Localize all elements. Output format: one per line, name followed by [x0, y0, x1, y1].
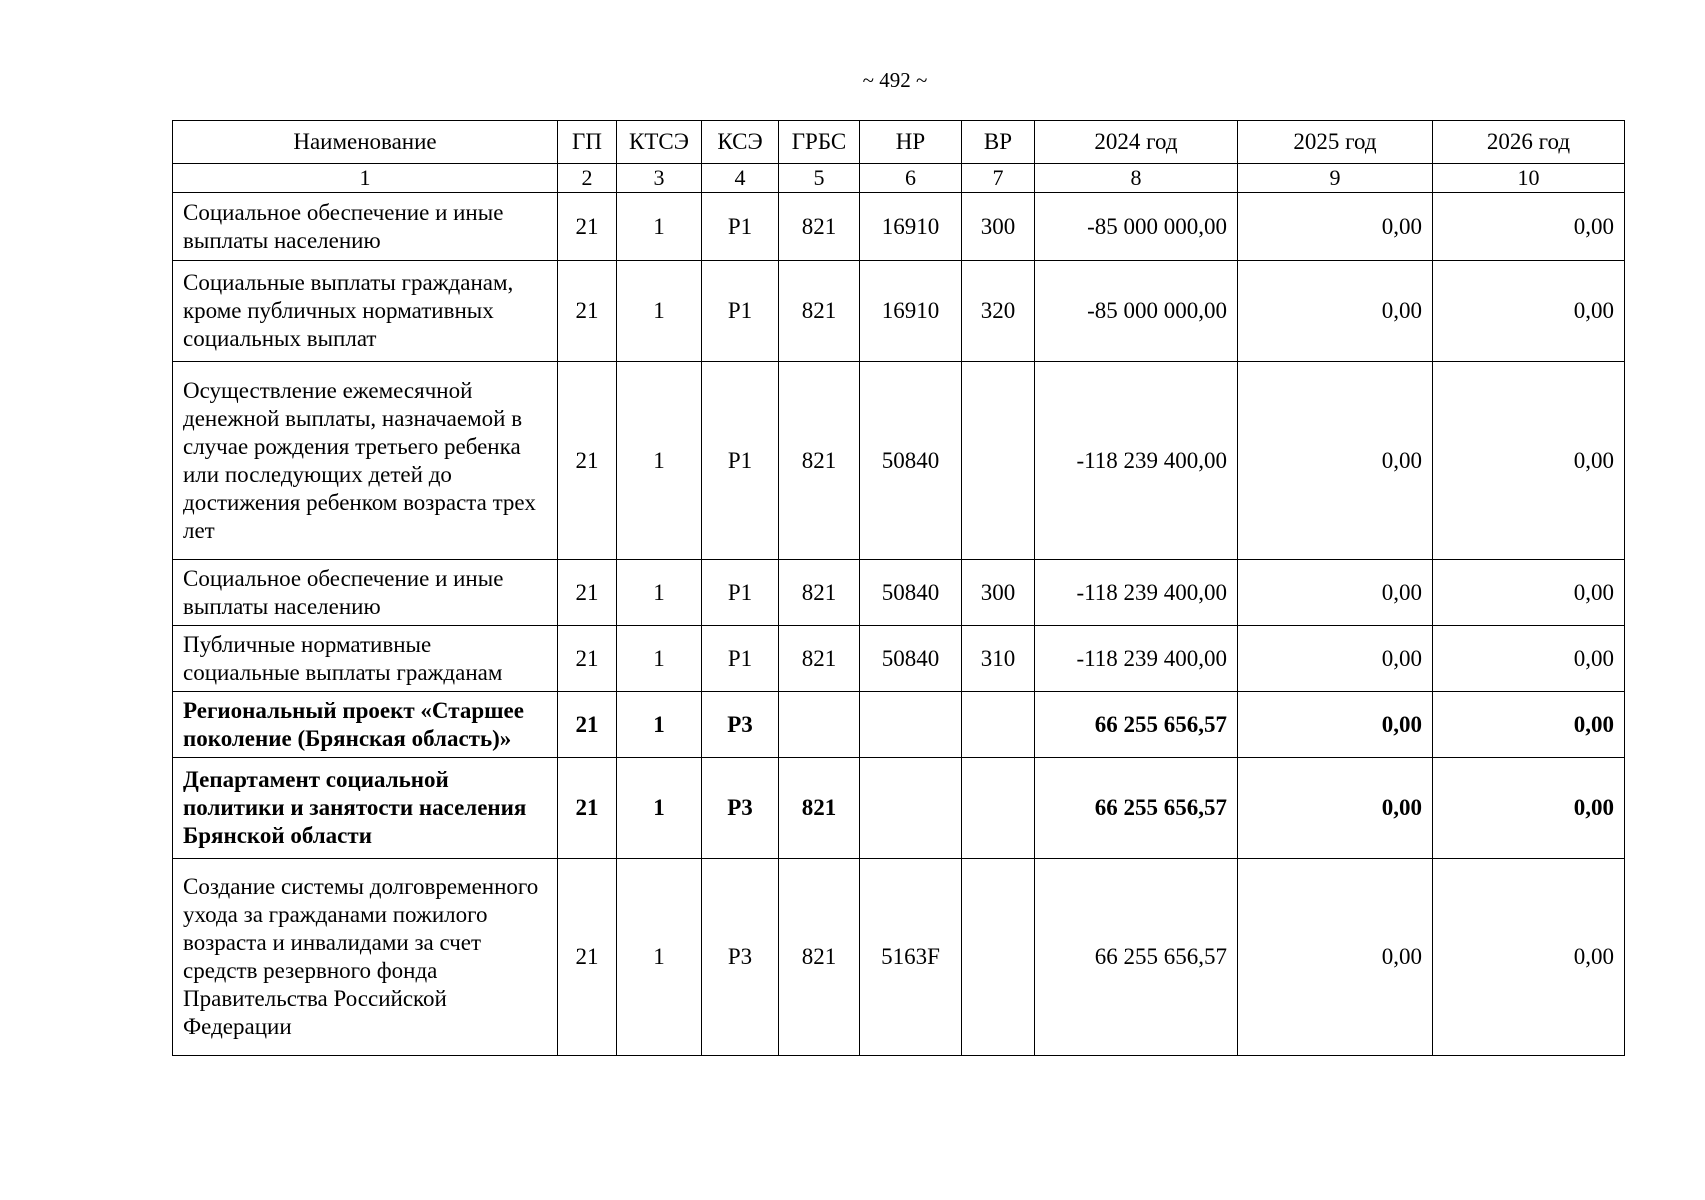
cell-2026: 0,00	[1433, 193, 1625, 261]
cell-2025: 0,00	[1238, 626, 1433, 692]
cell-ktse: 1	[617, 859, 702, 1056]
cell-vr: 320	[962, 261, 1035, 362]
row-name: Публичные нормативные социальные выплаты гражданам	[173, 626, 558, 692]
cell-2024: 66 255 656,57	[1035, 692, 1238, 758]
row-name: Социальное обеспечение и иные выплаты населению	[173, 560, 558, 626]
cell-ktse: 1	[617, 560, 702, 626]
header-nr: НР	[860, 121, 962, 164]
table-row	[173, 758, 1625, 859]
cell-grbs: 821	[779, 362, 860, 560]
budget-table	[172, 120, 1625, 1056]
cell-gp: 21	[558, 362, 617, 560]
column-number: 1	[173, 164, 558, 193]
cell-nr	[860, 692, 962, 758]
cell-ktse: 1	[617, 362, 702, 560]
cell-grbs: 821	[779, 261, 860, 362]
cell-vr	[962, 362, 1035, 560]
page-number: ~ 492 ~	[862, 68, 928, 92]
cell-grbs: 821	[779, 626, 860, 692]
cell-gp: 21	[558, 758, 617, 859]
cell-grbs: 821	[779, 859, 860, 1056]
cell-vr	[962, 692, 1035, 758]
cell-vr	[962, 859, 1035, 1056]
cell-2024: -118 239 400,00	[1035, 362, 1238, 560]
column-number: 7	[962, 164, 1035, 193]
cell-kse: P1	[702, 626, 779, 692]
cell-2026: 0,00	[1433, 362, 1625, 560]
cell-2024: -85 000 000,00	[1035, 261, 1238, 362]
table-row	[173, 362, 1625, 560]
cell-vr	[962, 758, 1035, 859]
cell-gp: 21	[558, 692, 617, 758]
cell-2026: 0,00	[1433, 560, 1625, 626]
column-number: 2	[558, 164, 617, 193]
row-name: Социальное обеспечение и иные выплаты населению	[173, 193, 558, 261]
cell-nr: 50840	[860, 626, 962, 692]
cell-2026: 0,00	[1433, 859, 1625, 1056]
cell-2026: 0,00	[1433, 261, 1625, 362]
cell-ktse: 1	[617, 692, 702, 758]
header-grbs: ГРБС	[779, 121, 860, 164]
table-row	[173, 692, 1625, 758]
cell-gp: 21	[558, 560, 617, 626]
cell-nr: 5163F	[860, 859, 962, 1056]
header-2024: 2024 год	[1035, 121, 1238, 164]
cell-2025: 0,00	[1238, 859, 1433, 1056]
cell-2024: 66 255 656,57	[1035, 859, 1238, 1056]
column-number: 6	[860, 164, 962, 193]
column-number: 3	[617, 164, 702, 193]
header-2026: 2026 год	[1433, 121, 1625, 164]
cell-2025: 0,00	[1238, 758, 1433, 859]
cell-nr: 50840	[860, 560, 962, 626]
cell-vr: 310	[962, 626, 1035, 692]
row-name: Осуществление ежемесячной денежной выплаты, назначаемой в случае рождения третьего ребенка или последующих детей до достижения ребенком возраста трех лет	[173, 362, 558, 560]
cell-grbs: 821	[779, 193, 860, 261]
header-vr: ВР	[962, 121, 1035, 164]
cell-kse: P3	[702, 692, 779, 758]
cell-2025: 0,00	[1238, 692, 1433, 758]
cell-2026: 0,00	[1433, 692, 1625, 758]
column-number-row	[173, 164, 1625, 193]
column-number: 9	[1238, 164, 1433, 193]
cell-vr: 300	[962, 193, 1035, 261]
cell-nr: 16910	[860, 193, 962, 261]
table-row	[173, 560, 1625, 626]
table-row	[173, 859, 1625, 1056]
cell-ktse: 1	[617, 261, 702, 362]
cell-2024: -118 239 400,00	[1035, 626, 1238, 692]
table-row	[173, 193, 1625, 261]
header-gp: ГП	[558, 121, 617, 164]
cell-2026: 0,00	[1433, 626, 1625, 692]
cell-2025: 0,00	[1238, 362, 1433, 560]
cell-ktse: 1	[617, 758, 702, 859]
column-number: 4	[702, 164, 779, 193]
cell-kse: P1	[702, 560, 779, 626]
row-name: Создание системы долговременного ухода за гражданами пожилого возраста и инвалидами за счет средств резервного фонда Правительства Российской Федерации	[173, 859, 558, 1056]
cell-2026: 0,00	[1433, 758, 1625, 859]
header-name: Наименование	[173, 121, 558, 164]
cell-gp: 21	[558, 626, 617, 692]
cell-2025: 0,00	[1238, 193, 1433, 261]
table-row	[173, 261, 1625, 362]
header-kse: КСЭ	[702, 121, 779, 164]
row-name: Социальные выплаты гражданам, кроме публичных нормативных социальных выплат	[173, 261, 558, 362]
cell-ktse: 1	[617, 193, 702, 261]
cell-nr: 16910	[860, 261, 962, 362]
table-row	[173, 626, 1625, 692]
cell-nr: 50840	[860, 362, 962, 560]
cell-ktse: 1	[617, 626, 702, 692]
cell-gp: 21	[558, 859, 617, 1056]
cell-vr: 300	[962, 560, 1035, 626]
cell-grbs	[779, 692, 860, 758]
cell-2024: -85 000 000,00	[1035, 193, 1238, 261]
cell-grbs: 821	[779, 560, 860, 626]
cell-gp: 21	[558, 261, 617, 362]
row-name: Департамент социальной политики и занятости населения Брянской области	[173, 758, 558, 859]
header-2025: 2025 год	[1238, 121, 1433, 164]
column-number: 8	[1035, 164, 1238, 193]
row-name: Региональный проект «Старшее поколение (Брянская область)»	[173, 692, 558, 758]
cell-2024: 66 255 656,57	[1035, 758, 1238, 859]
cell-kse: P1	[702, 362, 779, 560]
cell-kse: P3	[702, 758, 779, 859]
header-row	[173, 121, 1625, 164]
header-ktse: КТСЭ	[617, 121, 702, 164]
cell-grbs: 821	[779, 758, 860, 859]
cell-2025: 0,00	[1238, 261, 1433, 362]
cell-gp: 21	[558, 193, 617, 261]
column-number: 5	[779, 164, 860, 193]
cell-2024: -118 239 400,00	[1035, 560, 1238, 626]
cell-kse: P1	[702, 193, 779, 261]
cell-nr	[860, 758, 962, 859]
cell-2025: 0,00	[1238, 560, 1433, 626]
cell-kse: P3	[702, 859, 779, 1056]
cell-kse: P1	[702, 261, 779, 362]
column-number: 10	[1433, 164, 1625, 193]
